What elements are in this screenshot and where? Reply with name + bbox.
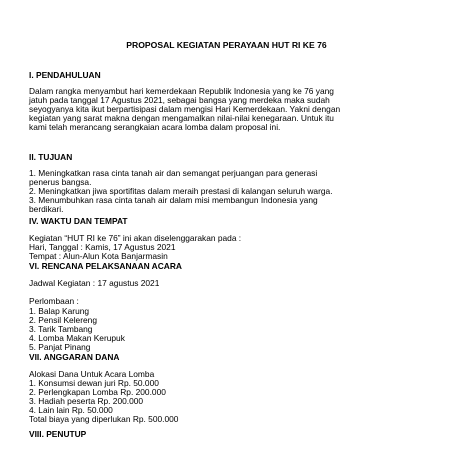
pendahuluan-line: seyogyanya kita ikut berpartisipasi dalam mengisi Hari Kemerdekaan. Yakni dengan (29, 104, 341, 114)
list-item: 4. Lain lain Rp. 50.000 (29, 405, 113, 415)
jadwal-kegiatan: Jadwal Kegiatan : 17 agustus 2021 (29, 278, 160, 288)
waktu-line: Tempat : Alun-Alun Kota Banjarmasin (29, 251, 168, 261)
heading-penutup: VIII. PENUTUP (29, 429, 87, 439)
list-item: 2. Perlengkapan Lomba Rp. 200.000 (29, 387, 166, 397)
pendahuluan-line: Dalam rangka menyambut hari kemerdekaan Republik Indonesia yang ke 76 yang (29, 86, 334, 96)
heading-waktu-tempat: IV. WAKTU DAN TEMPAT (29, 216, 128, 226)
list-item: 4. Lomba Makan Kerupuk (29, 333, 125, 343)
list-item: 1. Balap Karung (29, 306, 90, 316)
list-item: 1. Konsumsi dewan juri Rp. 50.000 (29, 378, 159, 388)
anggaran-label: Alokasi Dana Untuk Acara Lomba (29, 369, 155, 379)
waktu-line: Hari, Tanggal : Kamis, 17 Agustus 2021 (29, 242, 176, 252)
perlombaan-label: Perlombaan : (29, 296, 79, 306)
heading-tujuan: II. TUJUAN (29, 152, 73, 162)
heading-anggaran: VII. ANGGARAN DANA (29, 352, 120, 362)
pendahuluan-line: kegiatan yang sarat makna dengan mengamalkan nilai-nilai kenegaraan. Untuk itu (29, 113, 334, 123)
list-item: 3. Tarik Tambang (29, 324, 93, 334)
tujuan-line: penerus bangsa. (29, 177, 92, 187)
tujuan-line: 1. Meningkatkan rasa cinta tanah air dan semangat perjuangan para generasi (29, 168, 318, 178)
tujuan-line: 3. Menumbuhkan rasa cinta tanah air dalam misi membangun Indonesia yang (29, 195, 318, 205)
heading-rencana: VI. RENCANA PELAKSANAAN ACARA (29, 261, 182, 271)
list-item: 3. Hadiah peserta Rp. 200.000 (29, 396, 144, 406)
list-item: 5. Panjat Pinang (29, 342, 91, 352)
pendahuluan-line: jatuh pada tanggal 17 Agustus 2021, sebagai bangsa yang merdeka maka sudah (29, 95, 330, 105)
document-title: PROPOSAL KEGIATAN PERAYAAN HUT RI KE 76 (126, 40, 327, 50)
anggaran-total: Total biaya yang diperlukan Rp. 500.000 (29, 414, 179, 424)
tujuan-line: 2. Meningkatkan jiwa sportifitas dalam meraih prestasi di kalangan seluruh warga. (29, 186, 333, 196)
tujuan-line: berdikari. (29, 204, 64, 214)
pendahuluan-line: kami telah merancang serangkaian acara lomba dalam proposal ini. (29, 122, 281, 132)
list-item: 2. Pensil Kelereng (29, 315, 97, 325)
heading-pendahuluan: I. PENDAHULUAN (29, 70, 101, 80)
waktu-line: Kegiatan “HUT RI ke 76” ini akan diselenggarakan pada : (29, 233, 242, 243)
